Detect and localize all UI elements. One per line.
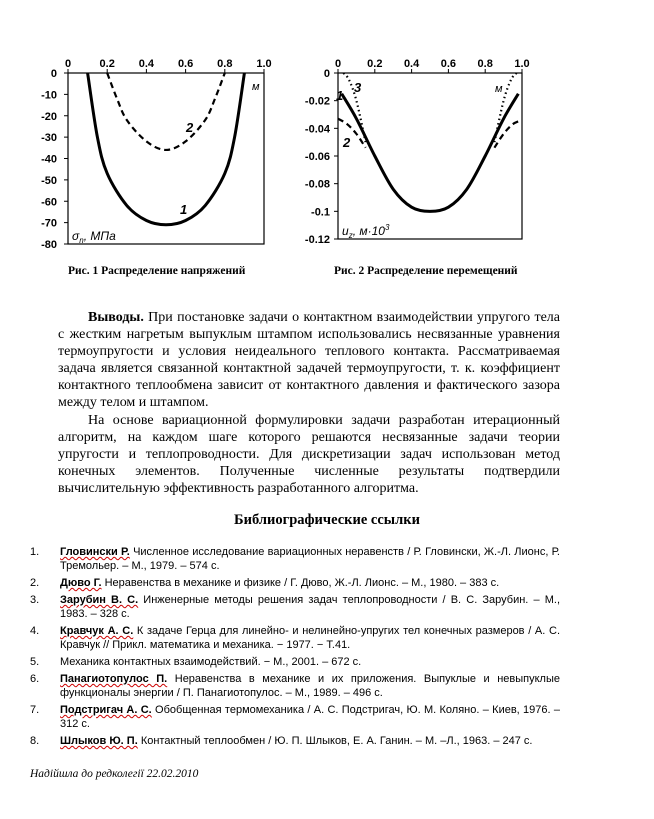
bibliography-item-number: 5.	[30, 656, 40, 668]
y-tick-label: -70	[41, 217, 57, 230]
bibliography-item-author: Подстригач А. С.	[60, 704, 152, 716]
x-unit-label: м	[252, 81, 260, 93]
x-tick-label: 1.0	[514, 58, 530, 70]
bibliography-item-text: Неравенства в механике и их приложения. Выпуклые и невыпуклые функционалы энергии / П. Панагиотопулос. – М., 1989. – 496 с.	[60, 673, 560, 699]
curve-label: 3	[354, 80, 362, 95]
bibliography-item-text: Неравенства в механике и физике / Г. Дюво, Ж.-Л. Лионс. – М., 1980. – 383 с.	[101, 577, 500, 589]
curve-label: 2	[186, 120, 194, 135]
x-tick-label: 0.4	[138, 58, 155, 70]
bibliography-item	[30, 672, 560, 700]
curve-label: 1	[180, 202, 188, 217]
bibliography-item-author: Зарубин В. С.	[60, 594, 139, 606]
bibliography-item-text: Механика контактных взаимодействий. − М., 2001. – 672 с.	[60, 656, 362, 668]
y-tick-label: -20	[41, 110, 57, 123]
bibliography-item	[30, 624, 560, 652]
bibliography-item	[30, 703, 560, 731]
x-tick-label: 0	[334, 58, 342, 70]
y-tick-label: -50	[41, 174, 57, 187]
y-tick-label: -40	[41, 153, 57, 166]
conclusions-lead: Выводы.	[88, 310, 144, 325]
y-tick-label: -80	[41, 239, 57, 251]
bibliography-item-number: 4.	[30, 625, 40, 637]
bibliography-item-text: Численное исследование вариационных неравенств / Р. Гловински, Ж.-Л. Лионс, Р. Тремольер. – М., 1979. – 574 с.	[60, 546, 560, 572]
x-tick-label: 0.6	[440, 58, 457, 70]
curve-label: 1	[336, 88, 344, 103]
bibliography-item	[30, 593, 560, 621]
bibliography-item	[30, 576, 560, 590]
y-tick-label: -0.06	[304, 151, 330, 163]
y-tick-label: -0.12	[304, 234, 330, 246]
y-axis-label: $\sigma_n$, МПа	[72, 229, 116, 245]
bibliography-item-number: 3.	[30, 594, 40, 606]
x-tick-label: 0	[64, 58, 72, 70]
bibliography-item-text: Обобщенная термомеханика / А. С. Подстригач, Ю. М. Коляно. – Киев, 1976. – 312 с.	[60, 704, 561, 730]
y-axis-label: $u_z$, $м\cdot 10^3$	[342, 223, 390, 240]
conclusions-paragraph-1	[58, 309, 560, 411]
received-date: Надійшла до редколегії 22.02.2010	[30, 768, 199, 780]
bibliography-item-number: 6.	[30, 673, 40, 685]
plot-frame	[338, 73, 522, 239]
bibliography-item	[30, 734, 560, 748]
series-line	[342, 94, 519, 212]
bibliography-item-number: 1.	[30, 546, 40, 558]
y-tick-label: -0.08	[304, 178, 330, 191]
conclusions-text-1: При постановке задачи о контактном взаимодействии упругого тела с жестким нагретым выпуклым штампом использовались несвязанные уравнения термоупругости и условия неидеального теплового контакта. Рассматриваемая задача является связанной контактной задачей термоупругости, т. к. коэффициент контактного теплообмена зависит от контактного давления и фактического зазора между телом и штампом.	[58, 310, 560, 410]
x-tick-label: 0.8	[477, 58, 493, 70]
chart-displacement	[290, 0, 550, 260]
x-unit-label: м	[495, 83, 503, 95]
y-tick-label: -0.1	[311, 206, 330, 219]
plot-frame	[68, 73, 264, 244]
chart-stress	[0, 0, 300, 260]
conclusions-paragraph-2: На основе вариационной формулировки задачи разработан итерационный алгоритм, на каждом шаге которого решаются несвязанные задачи теории упругости и теплопроводности. Для дискретизации задач использован метод конечных элементов. Полученные численные результаты подтвердили вычислительную эффективность разработанного алгоритма.	[58, 413, 560, 496]
conclusions-section	[58, 309, 560, 497]
y-tick-label: -10	[41, 89, 57, 102]
y-tick-label: 0	[50, 68, 57, 80]
bibliography-item-author: Кравчук А. С.	[60, 625, 134, 637]
bibliography-item-text: Инженерные методы решения задач теплопроводности / В. С. Зарубин. – М., 1983. – 328 с.	[60, 594, 560, 620]
bibliography-item	[30, 655, 560, 669]
y-tick-label: -0.04	[304, 123, 330, 136]
bibliography-item-author: Шлыков Ю. П.	[60, 735, 138, 747]
figure-1-caption: Рис. 1 Распределение напряжений	[68, 265, 246, 277]
bibliography-item-author: Панагиотопулос П.	[60, 673, 168, 685]
series-line	[107, 73, 225, 150]
bibliography-item-number: 2.	[30, 577, 40, 589]
bibliography-item-author: Гловински Р.	[60, 546, 130, 558]
x-tick-label: 0.4	[403, 58, 420, 70]
curve-label: 2	[343, 135, 351, 150]
x-tick-label: 0.6	[177, 58, 194, 70]
bibliography-item-number: 8.	[30, 735, 40, 747]
y-tick-label: 0	[323, 68, 330, 80]
bibliography-item-number: 7.	[30, 704, 40, 716]
y-tick-label: -30	[41, 132, 57, 145]
bibliography-item	[30, 545, 560, 573]
x-tick-label: 0.2	[367, 58, 383, 70]
bibliography-list	[30, 545, 560, 751]
figure-2-caption: Рис. 2 Распределение перемещений	[334, 265, 518, 277]
x-tick-label: 0.8	[217, 58, 233, 70]
bibliography-title: Библиографические ссылки	[234, 512, 420, 528]
bibliography-item-author: Дюво Г.	[60, 577, 102, 589]
bibliography-item-text: Контактный теплообмен / Ю. П. Шлыков, Е. А. Ганин. – М. –Л., 1963. – 247 с.	[137, 735, 533, 747]
x-tick-label: 1.0	[256, 58, 272, 70]
x-tick-label: 0.2	[99, 58, 115, 70]
y-tick-label: -0.02	[304, 95, 330, 108]
y-tick-label: -60	[41, 196, 57, 209]
bibliography-item-text: К задаче Герца для линейно- и нелинейно-упругих тел конечных размеров / А. С. Кравчук // Прикл. математика и механика. − 1977. − Т.41.	[60, 625, 560, 651]
